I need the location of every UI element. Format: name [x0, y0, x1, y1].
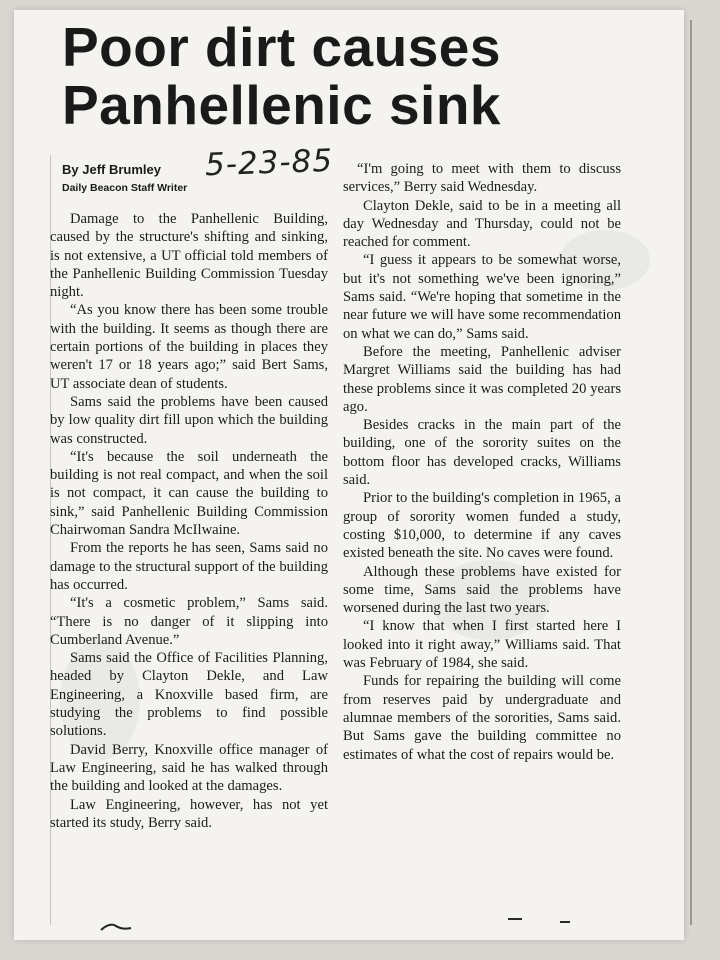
- pen-mark: [100, 922, 132, 932]
- paragraph: David Berry, Knoxville office manager of Law Engineering, said he has walked through the building and looked at the damages.: [50, 741, 328, 795]
- headline: Poor dirt causes Panhellenic sink: [62, 16, 502, 136]
- paragraph: Damage to the Panhellenic Building, caused by the structure's shifting and sinking, is not extensive, a UT official told members of the Panhellenic Building Commission Tuesday night.: [50, 211, 328, 301]
- paragraph: Besides cracks in the main part of the building, one of the sorority suites on the bottom floor has developed cracks, Williams said.: [343, 417, 621, 489]
- paragraph: “I'm going to meet with them to discuss services,” Berry said Wednesday.: [343, 161, 621, 196]
- paragraph: Prior to the building's completion in 1965, a group of sorority women funded a study, costing $10,000, to determine if any caves existed beneath the site. No caves were found.: [343, 490, 621, 562]
- article-column-right: [343, 160, 621, 764]
- dash-mark: [508, 918, 522, 920]
- paragraph: “It's a cosmetic problem,” Sams said. “There is no danger of it slipping into Cumberland Avenue.”: [50, 595, 328, 648]
- paragraph: Funds for repairing the building will come from reserves paid by undergraduate and alumnae members of the sororities, Sams said. But Sams gave the building committee no estimates of what the cost of repairs would be.: [343, 673, 621, 763]
- byline-block: [62, 160, 187, 198]
- paragraph: Sams said the Office of Facilities Planning, headed by Clayton Dekle, and Law Engineering, a Knoxville based firm, are studying the problems to find possible solutions.: [50, 650, 328, 740]
- dash-mark: [560, 921, 570, 923]
- paragraph: “I know that when I first started here I looked into it right away,” Williams said. That was February of 1984, she said.: [343, 618, 621, 672]
- paragraph: Clayton Dekle, said to be in a meeting all day Wednesday and Thursday, could not be reached for comment.: [343, 197, 621, 251]
- paragraph: “It's because the soil underneath the building is not real compact, and when the soil is not compact, it can cause the building to sink,” said Panhellenic Building Commission Chairwoman Sandra McIlwaine.: [50, 448, 328, 539]
- paragraph: “I guess it appears to be somewhat worse, but it's not something we've been ignoring,” Sams said. “We're hoping that sometime in the near future we will have some recommendation on what we can do,” Sams said.: [343, 252, 621, 342]
- paragraph: Law Engineering, however, has not yet started its study, Berry said.: [50, 796, 328, 831]
- paragraph: Although these problems have existed for some time, Sams said the problems have worsened during the last two years.: [343, 563, 621, 617]
- paragraph: From the reports he has seen, Sams said no damage to the structural support of the building has occurred.: [50, 540, 328, 593]
- byline-title: Daily Beacon Staff Writer: [62, 182, 188, 194]
- byline-author: By Jeff Brumley: [62, 162, 161, 177]
- handwritten-date: 5-23-85: [204, 142, 334, 184]
- scan-edge-line: [690, 20, 692, 925]
- paragraph: Sams said the problems have been caused by low quality dirt fill upon which the building was constructed.: [50, 393, 328, 447]
- article-column-left: [50, 210, 328, 832]
- paragraph: “As you know there has been some trouble with the building. It seems as though there are certain portions of the building in places they weren't 17 or 18 years ago;” said Bert Sams, UT associate dean of students.: [50, 302, 328, 392]
- paragraph: Before the meeting, Panhellenic adviser Margret Williams said the building has had these problems since it was completed 20 years ago.: [343, 343, 621, 415]
